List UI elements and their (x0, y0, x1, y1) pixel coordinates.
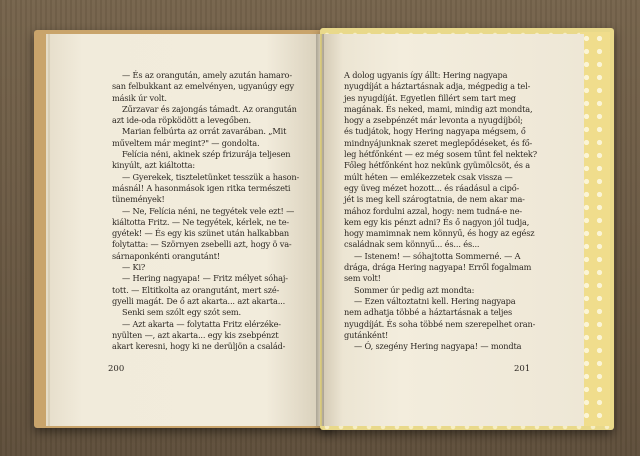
text-line: gutánként! (344, 329, 389, 340)
text-line: másnál! A hasonmások igen ritka természeti (112, 182, 291, 193)
text-line: gyétek! — És egy kis szünet után halkabban (112, 228, 290, 239)
text-line: magának. És neked, mami, mindig azt mondta, (344, 103, 533, 114)
left-page (50, 34, 320, 426)
text-line: kinyúlt, azt kiáltotta: (112, 160, 196, 171)
text-line: — Azt akarta — folytatta Fritz elérzéke- (122, 318, 281, 329)
left-page-number: 200 (108, 364, 125, 374)
book-gutter (316, 34, 324, 426)
text-line: Felícia néni, akinek szép frizurája teljesen (122, 149, 291, 160)
text-line: Marian felbúrta az orrát zavarában. „Mit (122, 126, 287, 137)
text-line: nyugdíját a háztartásnak adja, mégpedig a tel- (344, 81, 531, 92)
text-line: leg hétfőnként — ez még sosem tűnt fel nektek? (344, 149, 537, 160)
text-line: másik úr volt. (112, 92, 167, 103)
text-line: Zűrzavar és zajongás támadt. Az orangután (122, 103, 297, 114)
text-line: családnak sem könnyű... és... és... (344, 239, 480, 250)
dotted-endpaper (580, 32, 610, 426)
text-line: — Ó, szegény Hering nagyapa! — mondta (354, 341, 522, 352)
right-page-text (344, 70, 540, 352)
text-line: mához fordulni azzal, hogy: nem tudná-e ne- (344, 205, 523, 216)
text-line: Senki sem szólt egy szót sem. (122, 307, 241, 318)
text-line: — Ne, Felícia néni, ne tegyétek vele ezt! — (122, 205, 295, 216)
text-line: nem adhatja többé a háztartásnak a teljes (344, 307, 513, 318)
text-line: akart keresni, hogy ki ne derüljön a család- (112, 341, 286, 352)
text-line: — Istenem! — sóhajtotta Sommerné. — A (354, 250, 521, 261)
text-line: tott. — Eltitkolta az orangutánt, mert szé- (112, 284, 280, 295)
text-line: — Gyerekek, tiszteletünket tesszük a hason- (122, 171, 300, 182)
text-line: A dolog ugyanis így állt: Hering nagyapa (344, 70, 508, 80)
text-line: — És az orangután, amely azután hamaro- (122, 70, 292, 80)
text-line: — Ezen változtatni kell. Hering nagyapa (354, 295, 516, 306)
text-line: — Hering nagyapa! — Fritz mélyet sóhaj- (122, 273, 288, 284)
text-line: kem egy kis pénzt adni? És ő nagyon jól tudja, (344, 216, 530, 227)
text-line: múlt héten — emlékezzetek csak vissza — (344, 171, 513, 182)
text-line: folytatta: — Szörnyen zsebelli azt, hogy ö va- (112, 239, 292, 250)
text-line: gyelli magát. De ő azt akarta... azt akarta... (112, 295, 286, 306)
text-line: nyugdíját. És soha többé nem szerepelhet oran- (344, 318, 536, 329)
text-line: sem volt! (344, 273, 381, 284)
text-line: hogy a zsebpénzét már levonta a nyugdíjból; (344, 115, 523, 126)
text-line: jét is meg kell szárogtatnia, de nem akar ma- (344, 194, 525, 205)
text-line: azt ide-oda röpködött a levegőben. (112, 115, 251, 126)
right-page (322, 34, 584, 426)
text-line: san felbukkant az emelvényen, ugyanúgy egy (112, 81, 294, 92)
text-line: drága, drága Hering nagyapa! Erről fogalmam (344, 262, 532, 273)
text-line: sárnaponkénti orangutánt! (112, 250, 220, 261)
left-page-text (112, 70, 304, 352)
text-line: mindnyájunknak szeret meglepődéseket, és fő- (344, 137, 533, 148)
text-line: Sommer úr pedig azt mondta: (354, 284, 475, 295)
text-line: Főleg hétfőnként hoz nekünk gyümölcsöt, és a (344, 160, 530, 171)
text-line: hogy mamimnak nem könnyű, és hogy az egész (344, 228, 535, 239)
text-line: — Ki? (122, 262, 146, 273)
text-line: jes nyugdíját. Egyetlen fillért sem tart meg (344, 92, 516, 103)
text-line: műveltem már megint?" — gondolta. (112, 137, 260, 148)
text-line: egy üveg mézet hozott... és ráadásul a cipő- (344, 182, 520, 193)
text-line: tünemények! (112, 194, 165, 205)
right-page-number: 201 (514, 364, 531, 374)
text-line: nyülten —, azt akarta... egy kis zsebpénzt (112, 329, 279, 340)
text-line: kiáltotta Fritz. — Ne tegyétek, kérlek, ne te- (112, 216, 290, 227)
text-line: és tudjátok, hogy Hering nagyapa mégsem, ő (344, 126, 526, 137)
